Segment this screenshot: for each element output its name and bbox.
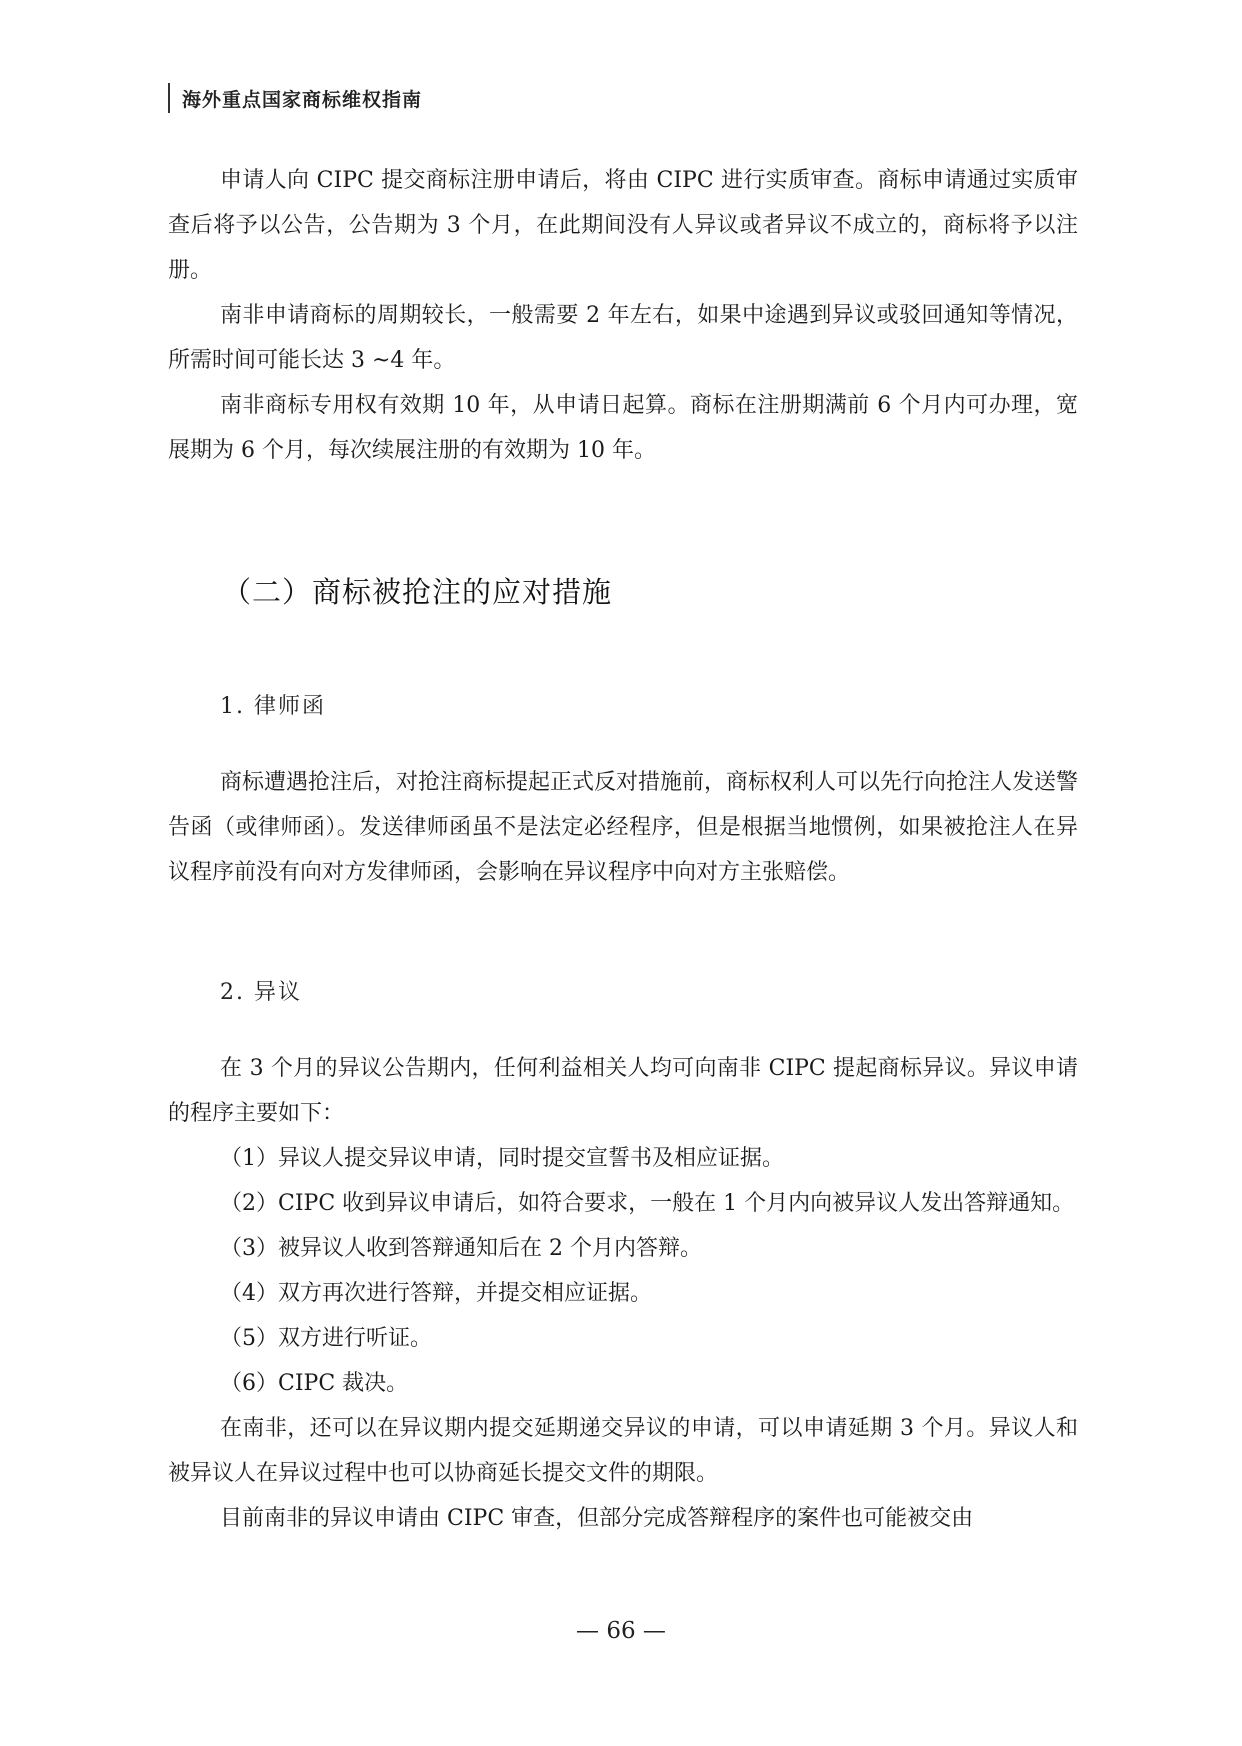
opposition-intro: 在 3 个月的异议公告期内，任何利益相关人均可向南非 CIPC 提起商标异议。异议申请的程序主要如下：	[168, 1056, 1078, 1126]
section-title: （二）商标被抢注的应对措施	[222, 575, 613, 609]
opposition-step-1: （1）异议人提交异议申请，同时提交宣誓书及相应证据。	[220, 1146, 784, 1171]
lawyer-letter-section	[168, 760, 1078, 895]
opposition-closing: 目前南非的异议申请由 CIPC 审查，但部分完成答辩程序的案件也可能被交由	[220, 1506, 974, 1531]
running-header	[168, 82, 422, 114]
opposition-heading: 2. 异议	[220, 980, 302, 1005]
opposition-step-6: （6）CIPC 裁决。	[220, 1371, 409, 1396]
intro-paragraph-1: 申请人向 CIPC 提交商标注册申请后，将由 CIPC 进行实质审查。商标申请通过实质审查后将予以公告，公告期为 3 个月，在此期间没有人异议或者异议不成立的，商标将予以注册。	[168, 168, 1078, 283]
opposition-step-2: （2）CIPC 收到异议申请后，如符合要求，一般在 1 个月内向被异议人发出答辩通知。	[220, 1191, 1075, 1216]
lawyer-letter-heading: 1. 律师函	[220, 694, 326, 719]
page-number: — 66 —	[576, 1618, 666, 1644]
lawyer-letter-paragraph: 商标遭遇抢注后，对抢注商标提起正式反对措施前，商标权利人可以先行向抢注人发送警告函（或律师函）。发送律师函虽不是法定必经程序，但是根据当地惯例，如果被抢注人在异议程序前没有向对方发律师函，会影响在异议程序中向对方主张赔偿。	[168, 770, 1079, 885]
opposition-step-3: （3）被异议人收到答辩通知后在 2 个月内答辩。	[220, 1236, 702, 1261]
intro-section	[168, 158, 1078, 473]
running-title: 海外重点国家商标维权指南	[182, 88, 423, 111]
header-divider	[168, 83, 170, 113]
opposition-step-4: （4）双方再次进行答辩，并提交相应证据。	[220, 1281, 652, 1306]
opposition-step-5: （5）双方进行听证。	[220, 1326, 432, 1351]
opposition-extension: 在南非，还可以在异议期内提交延期递交异议的申请，可以申请延期 3 个月。异议人和被异议人在异议过程中也可以协商延长提交文件的期限。	[168, 1416, 1078, 1486]
intro-paragraph-2: 南非申请商标的周期较长，一般需要 2 年左右，如果中途遇到异议或驳回通知等情况，所需时间可能长达 3 ~4 年。	[168, 303, 1078, 373]
intro-paragraph-3: 南非商标专用权有效期 10 年，从申请日起算。商标在注册期满前 6 个月内可办理，宽展期为 6 个月，每次续展注册的有效期为 10 年。	[168, 393, 1078, 463]
opposition-section	[168, 1046, 1078, 1541]
